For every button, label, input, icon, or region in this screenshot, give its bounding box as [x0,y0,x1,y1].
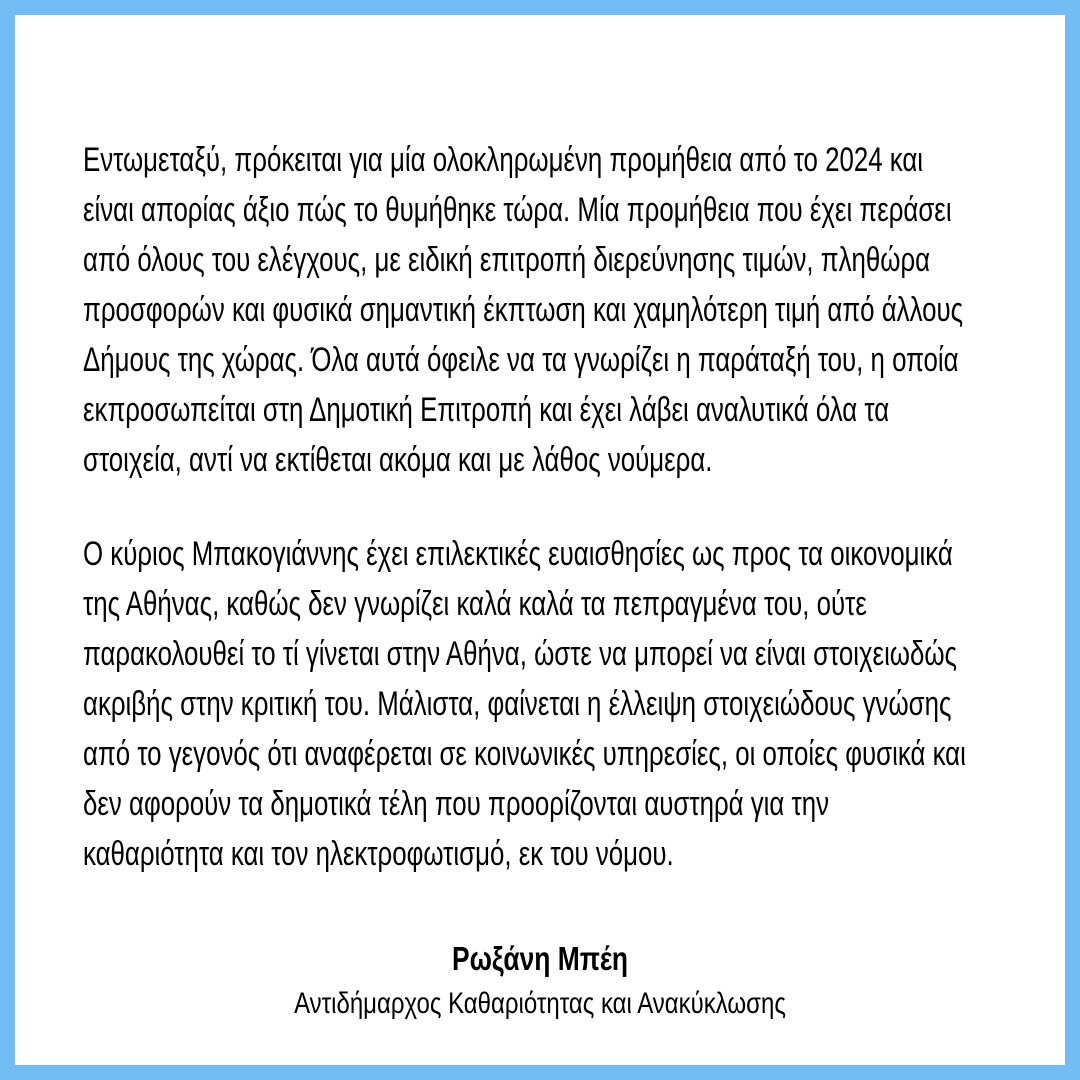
text-line: εκπροσωπείται στη Δημοτική Επιτροπή και έχει λάβει αναλυτικά όλα τα [83,391,890,429]
statement-card [15,15,1065,1065]
text-line: Εντωμεταξύ, πρόκειται για μία ολοκληρωμένη προμήθεια από το 2024 και [83,141,924,179]
text-line: προσφορών και φυσικά σημαντική έκπτωση και χαμηλότερη τιμή από άλλους [83,291,964,329]
signature-block [120,936,960,1026]
text-line: από το γεγονός ότι αναφέρεται σε κοινωνικές υπηρεσίες, οι οποίες φυσικά και [83,735,966,773]
text-line: είναι απορίας άξιο πώς το θυμήθηκε τώρα. Μία προμήθεια που έχει περάσει [83,191,952,229]
text-line: από όλους του ελέγχους, με ειδική επιτροπή διερεύνησης τιμών, πληθώρα [83,241,931,279]
text-line: δεν αφορούν τα δημοτικά τέλη που προορίζονται αυστηρά για την [83,785,830,823]
text-line: στοιχεία, αντί να εκτίθεται ακόμα και με λάθος νούμερα. [83,441,713,479]
paragraph-2 [83,529,995,879]
text-line: καθαριότητα και τον ηλεκτροφωτισμό, εκ του νόμου. [83,835,674,873]
text-line: ακριβής στην κριτική του. Μάλιστα, φαίνεται η έλλειψη στοιχειώδους γνώσης [83,685,952,723]
text-line: της Αθήνας, καθώς δεν γνωρίζει καλά καλά τα πεπραγμένα του, ούτε [83,585,867,623]
text-line: παρακολουθεί το τί γίνεται στην Αθήνα, ώστε να μπορεί να είναι στοιχειωδώς [83,635,957,673]
statement-body [83,135,995,879]
text-line: Ο κύριος Μπακογιάννης έχει επιλεκτικές ευαισθησίες ως προς τα οικονομικά [83,535,953,573]
signature-title: Αντιδήμαρχος Καθαριότητας και Ανακύκλωσης [294,987,786,1020]
paragraph-1 [83,135,995,485]
text-line: Δήμους της χώρας. Όλα αυτά όφειλε να τα γνωρίζει η παράταξή του, η οποία [83,341,959,379]
signature-name: Ρωξάνη Μπέη [452,940,628,977]
